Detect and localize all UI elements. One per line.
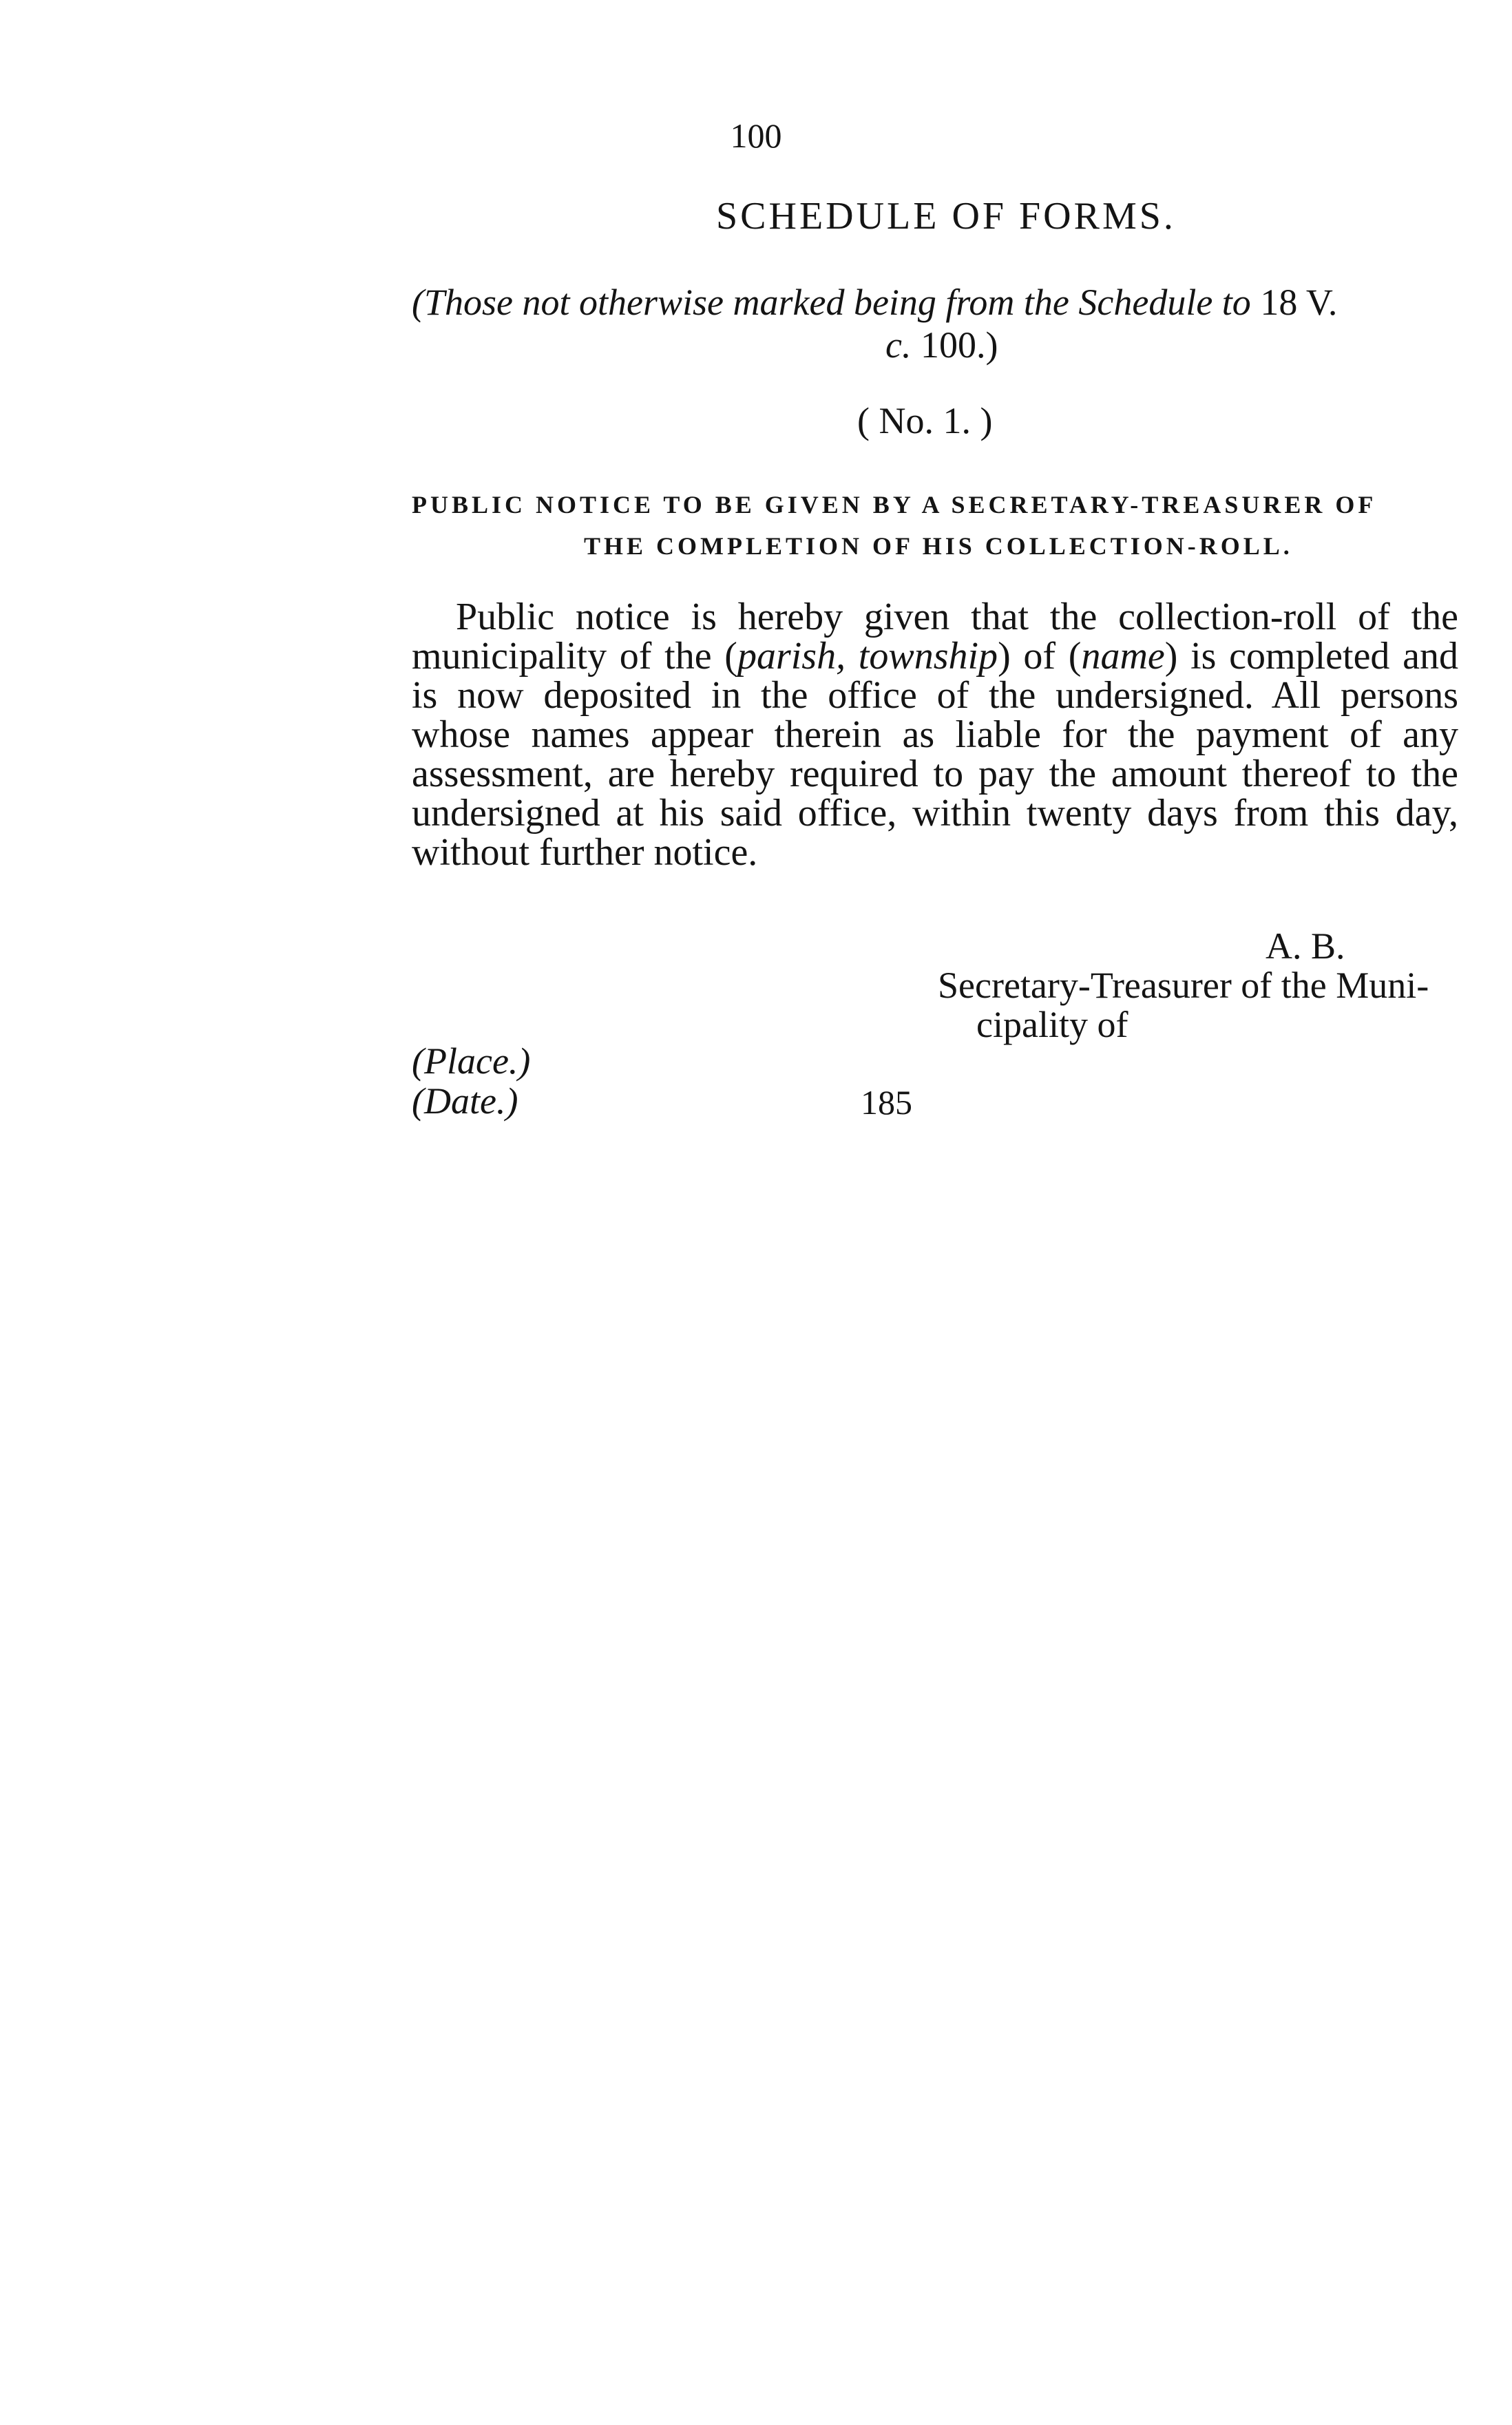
body-text-part-1: Public notice is hereby given that the collection-roll of the municipality of the ( [412,596,1458,678]
subtitle-open-paren: ( [412,282,424,323]
form-heading-line-2: THE COMPLETION OF HIS COLLECTION-ROLL. [584,532,1293,560]
signature-title-line-2: cipality of [976,1004,1128,1045]
date-label: (Date.) [412,1080,518,1122]
form-heading-line-1: PUBLIC NOTICE TO BE GIVEN BY A SECRETARY-TREASURER OF [412,491,1377,518]
body-text-part-3: ) is completed and is now deposited in the office of the undersigned. All persons whose names appear therein as liable for the payment of any assessment, are hereby required to pay the amount thereof to the undersigned at his said office, within twenty days from this day, without further notice. [412,635,1458,874]
page-number: 100 [730,116,782,155]
body-parish-township: parish, township [737,635,998,678]
subtitle-line-2 [885,324,998,366]
place-label: (Place.) [412,1040,531,1082]
subtitle-chapter-abbrev: c. [885,324,912,366]
subtitle-chapter-number: 100.) [911,324,998,366]
signature-title-line-1: Secretary-Treasurer of the Muni- [938,965,1429,1006]
subtitle-statute-ref: 18 V. [1250,282,1338,323]
date-year: 185 [861,1083,912,1122]
signature-initials: A. B. [1266,925,1345,967]
form-number: ( No. 1. ) [857,400,993,441]
body-text-part-2: ) of ( [998,635,1082,678]
schedule-title: SCHEDULE OF FORMS. [716,195,1176,238]
subtitle-italic-text: Those not otherwise marked being from the Schedule to [423,282,1251,323]
subtitle-line-1 [412,281,1337,324]
notice-body-paragraph [412,598,1458,872]
body-name-placeholder: name [1081,635,1165,678]
